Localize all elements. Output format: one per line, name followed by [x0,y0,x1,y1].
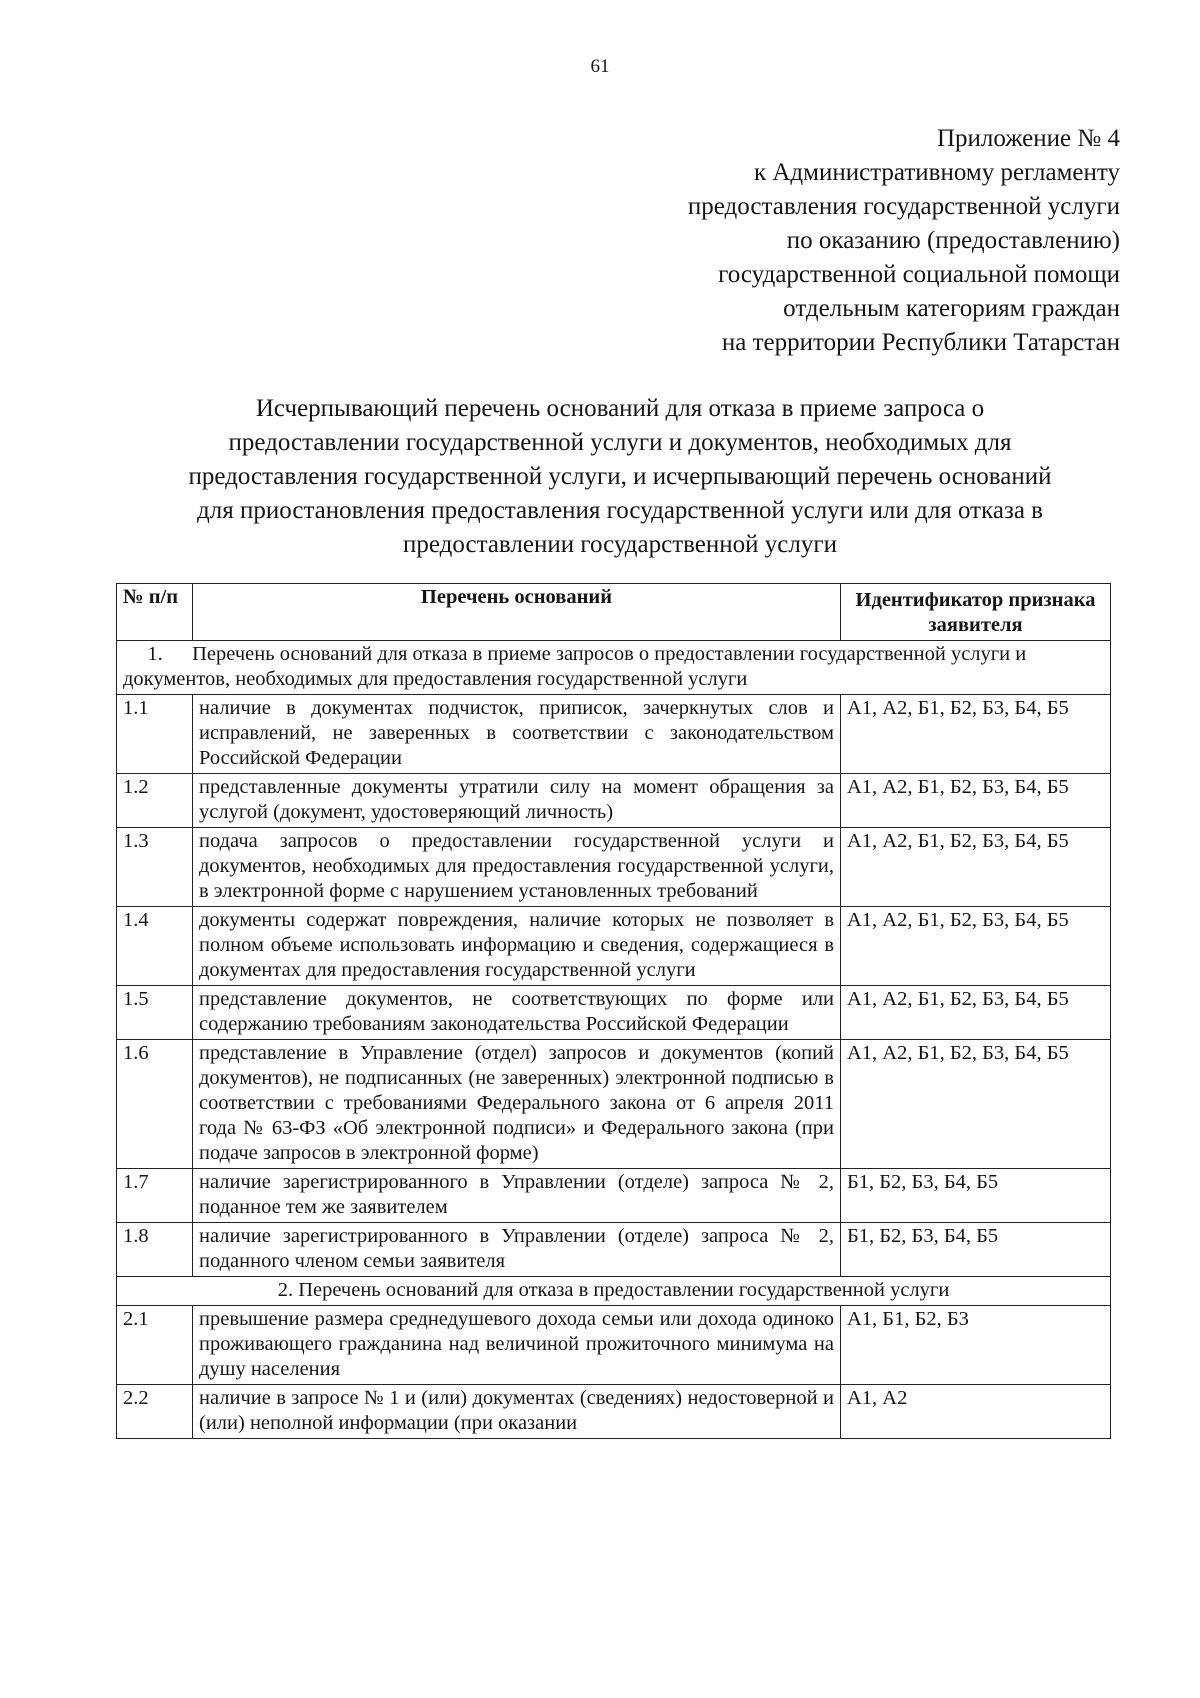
row-reason: представление документов, не соответствующих по форме или содержанию требованиям законодательства Российской Федерации [193,986,841,1040]
row-reason: подача запросов о предоставлении государственной услуги и документов, необходимых для предоставления государственной услуги, в электронной форме с нарушением установленных требований [193,828,841,907]
appendix-line: на территории Республики Татарстан [721,329,1120,356]
row-number: 1.2 [117,774,193,828]
row-identifier: А1, Б1, Б2, Б3 [841,1306,1111,1385]
appendix-line: отдельным категориям граждан [783,295,1120,322]
row-identifier: А1, А2, Б1, Б2, Б3, Б4, Б5 [841,907,1111,986]
header-identifier: Идентификатор признака заявителя [841,584,1111,641]
row-reason: наличие в запросе № 1 и (или) документах (сведениях) недостоверной и (или) неполной информации (при оказании [193,1385,841,1439]
table-row [117,828,1111,907]
title-line: предоставлении государственной услуги [403,531,837,558]
row-number: 1.4 [117,907,193,986]
row-number: 1.7 [117,1169,193,1223]
row-number: 2.2 [117,1385,193,1439]
row-number: 1.1 [117,695,193,774]
row-reason: наличие зарегистрированного в Управлении (отделе) запроса № 2, поданного членом семьи заявителя [193,1223,841,1277]
row-reason: превышение размера среднедушевого дохода семьи или дохода одиноко проживающего гражданина над величиной прожиточного минимума на душу населения [193,1306,841,1385]
section-1-number: 1. [147,643,163,665]
table-row [117,1040,1111,1169]
row-number: 2.1 [117,1306,193,1385]
appendix-header [520,122,1120,360]
title-line: Исчерпывающий перечень оснований для отказа в приеме запроса о [255,395,985,422]
section-2-title: 2. Перечень оснований для отказа в предоставлении государственной услуги [117,1277,1111,1306]
row-identifier: А1, А2 [841,1385,1111,1439]
row-number: 1.8 [117,1223,193,1277]
row-reason: документы содержат повреждения, наличие которых не позволяет в полном объеме использовать информацию и сведения, содержащиеся в документах для предоставления государственной услуги [193,907,841,986]
section-1-title [117,641,1111,695]
appendix-line: к Административному регламенту [753,159,1120,186]
section-1-text: Перечень оснований для отказа в приеме запросов о предоставлении государственной услуги и документов, необходимых для предоставления государственной услуги [123,643,1027,690]
reasons-table [116,583,1111,1439]
table-header-row [117,584,1111,641]
section-header-row [117,1277,1111,1306]
header-reasons: Перечень оснований [193,584,841,641]
row-identifier: А1, А2, Б1, Б2, Б3, Б4, Б5 [841,774,1111,828]
title-line: для приостановления предоставления государственной услуги или для отказа в [197,497,1043,524]
row-reason: наличие в документах подчисток, приписок, зачеркнутых слов и исправлений, не заверенных в соответствии с законодательством Российской Федерации [193,695,841,774]
document-title [120,392,1120,562]
row-number: 1.6 [117,1040,193,1169]
page-number: 61 [590,56,610,77]
row-reason: наличие зарегистрированного в Управлении (отделе) запроса № 2, поданное тем же заявителем [193,1169,841,1223]
row-number: 1.3 [117,828,193,907]
table-row [117,1223,1111,1277]
row-identifier: А1, А2, Б1, Б2, Б3, Б4, Б5 [841,695,1111,774]
table-row [117,1169,1111,1223]
row-reason: представление в Управление (отдел) запросов и документов (копий документов), не подписанных (не заверенных) электронной подписью в соответствии с требованиями Федерального закона от 6 апреля 2011 года № 63-ФЗ «Об электронной подписи» и Федерального закона (при подаче запросов в электронной форме) [193,1040,841,1169]
title-line: предоставлении государственной услуги и документов, необходимых для [228,429,1012,456]
row-reason: представленные документы утратили силу на момент обращения за услугой (документ, удостоверяющий личность) [193,774,841,828]
appendix-line: Приложение № 4 [936,125,1120,152]
appendix-line: по оказанию (предоставлению) [786,227,1120,254]
header-number: № п/п [117,584,193,641]
table-row [117,907,1111,986]
row-identifier: А1, А2, Б1, Б2, Б3, Б4, Б5 [841,986,1111,1040]
row-identifier: А1, А2, Б1, Б2, Б3, Б4, Б5 [841,828,1111,907]
table-row [117,1306,1111,1385]
table-row [117,774,1111,828]
appendix-line: государственной социальной помощи [718,261,1120,288]
section-header-row [117,641,1111,695]
title-line: предоставления государственной услуги, и исчерпывающий перечень оснований [188,463,1052,490]
row-number: 1.5 [117,986,193,1040]
table-row [117,1385,1111,1439]
appendix-line: предоставления государственной услуги [687,193,1120,220]
row-identifier: Б1, Б2, Б3, Б4, Б5 [841,1223,1111,1277]
table-row [117,986,1111,1040]
table-row [117,695,1111,774]
row-identifier: Б1, Б2, Б3, Б4, Б5 [841,1169,1111,1223]
row-identifier: А1, А2, Б1, Б2, Б3, Б4, Б5 [841,1040,1111,1169]
